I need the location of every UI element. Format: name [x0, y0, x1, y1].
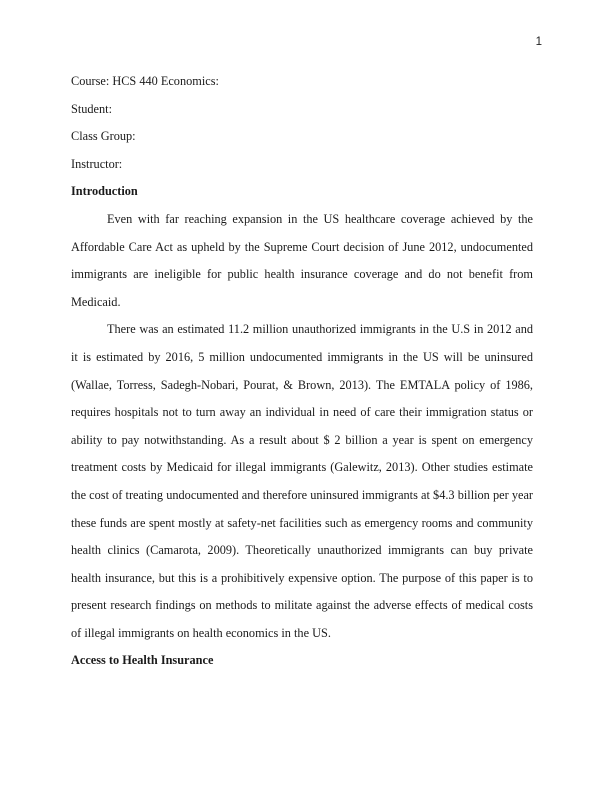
- class-group-line: Class Group:: [71, 129, 136, 144]
- introduction-paragraph-1: Even with far reaching expansion in the US healthcare coverage achieved by the Affordable Care Act as upheld by the Supreme Court decision of June 2012, undocumented immigrants are ineligible for public health insurance coverage and do not benefit from Medicaid.: [71, 211, 533, 309]
- introduction-paragraph-2: There was an estimated 11.2 million unauthorized immigrants in the U.S in 2012 and it is estimated by 2016, 5 million undocumented immigrants in the US will be uninsured (Wallae, Torress, Sadegh-Nobari, Pourat, & Brown, 2013). The EMTALA policy of 1986, requires hospitals not to turn away an individual in need of care their immigration status or ability to pay notwithstanding. As a result about $ 2 billion a year is spent on emergency treatment costs by Medicaid for illegal immigrants (Galewitz, 2013). Other studies estimate the cost of treating undocumented and therefore uninsured immigrants at $4.3 billion per year these funds are spent mostly at safety-net facilities such as emergency rooms and community health clinics (Camarota, 2009). Theoretically unauthorized immigrants can buy private health insurance, but this is a prohibitively expensive option. The purpose of this paper is to present research findings on methods to militate against the adverse effects of medical costs of illegal immigrants on health economics in the US.: [71, 322, 533, 640]
- access-to-health-insurance-heading: Access to Health Insurance: [71, 653, 214, 668]
- student-line: Student:: [71, 101, 112, 116]
- course-line: Course: HCS 440 Economics:: [71, 74, 219, 88]
- document-body: [71, 68, 533, 675]
- introduction-heading: Introduction: [71, 184, 138, 199]
- instructor-line: Instructor:: [71, 156, 123, 171]
- page-number: 1: [535, 36, 542, 48]
